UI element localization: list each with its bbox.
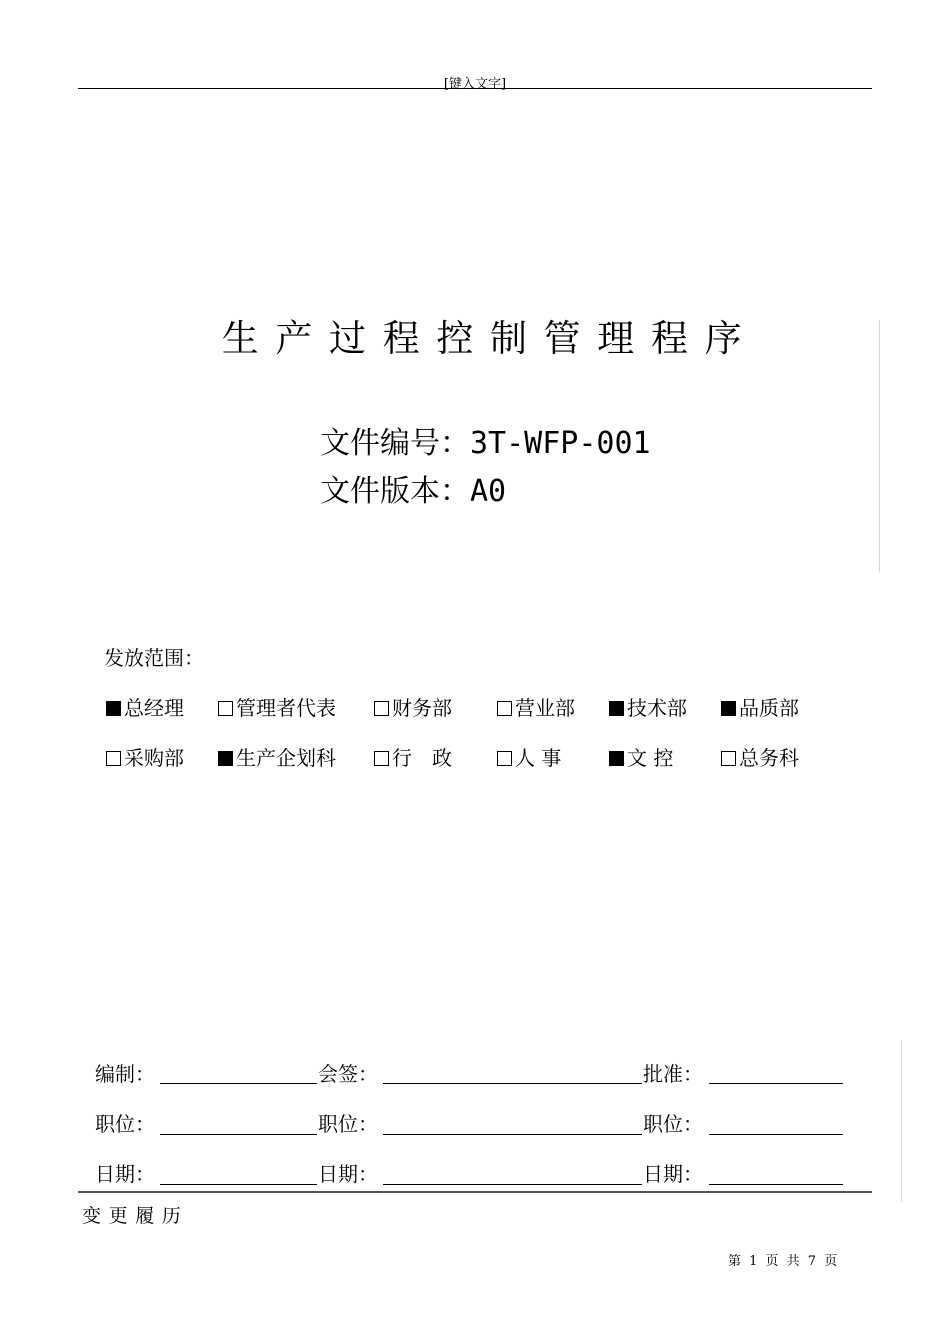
distribution-item-label: 品质部 xyxy=(739,696,799,720)
checked-box-icon xyxy=(721,701,736,716)
distribution-item-label: 文 控 xyxy=(627,746,674,770)
signature-field[interactable] xyxy=(160,1134,317,1135)
signature-field[interactable] xyxy=(160,1083,317,1084)
distribution-item[interactable] xyxy=(218,692,336,721)
unchecked-box-icon xyxy=(721,751,736,766)
distribution-item[interactable] xyxy=(721,742,799,771)
distribution-label: 发放范围： xyxy=(104,646,204,670)
sign-label: 职位： xyxy=(643,1112,703,1136)
signature-field[interactable] xyxy=(709,1083,843,1084)
distribution-item-label: 行 政 xyxy=(392,746,452,770)
document-title: 生产过程控制管理程序 xyxy=(221,317,759,360)
sign-label: 日期： xyxy=(643,1162,703,1186)
sign-label: 编制： xyxy=(95,1062,155,1086)
margin-mark xyxy=(879,320,880,572)
distribution-item[interactable] xyxy=(374,692,452,721)
distribution-item[interactable] xyxy=(374,742,452,771)
file-version-label: 文件版本： xyxy=(320,474,470,509)
distribution-item-label: 管理者代表 xyxy=(236,696,336,720)
signature-field[interactable] xyxy=(383,1134,642,1135)
sign-label: 职位： xyxy=(318,1112,378,1136)
header-rule xyxy=(78,88,872,89)
distribution-item[interactable] xyxy=(106,742,184,771)
file-version-line xyxy=(320,466,506,510)
checked-box-icon xyxy=(609,701,624,716)
sign-label: 批准： xyxy=(643,1062,703,1086)
distribution-item-label: 财务部 xyxy=(392,696,452,720)
file-number-label: 文件编号： xyxy=(320,426,470,461)
unchecked-box-icon xyxy=(497,751,512,766)
sign-label: 职位： xyxy=(95,1112,155,1136)
margin-mark xyxy=(901,1040,902,1202)
checked-box-icon xyxy=(218,751,233,766)
page-number: 第 1 页 共 7 页 xyxy=(728,1254,838,1269)
file-number-value: 3T-WFP-001 xyxy=(470,426,651,461)
unchecked-box-icon xyxy=(106,751,121,766)
unchecked-box-icon xyxy=(374,751,389,766)
signature-field[interactable] xyxy=(383,1184,642,1185)
distribution-item-label: 总经理 xyxy=(124,696,184,720)
checked-box-icon xyxy=(609,751,624,766)
sign-label: 日期： xyxy=(95,1162,155,1186)
sign-label: 日期： xyxy=(318,1162,378,1186)
distribution-item-label: 生产企划科 xyxy=(236,746,336,770)
signature-field[interactable] xyxy=(160,1184,317,1185)
distribution-item[interactable] xyxy=(497,742,561,771)
checked-box-icon xyxy=(106,701,121,716)
distribution-item-label: 采购部 xyxy=(124,746,184,770)
distribution-item[interactable] xyxy=(497,692,575,721)
file-version-value: A0 xyxy=(470,474,507,509)
section-rule xyxy=(78,1191,872,1193)
sign-label: 会签： xyxy=(318,1062,378,1086)
distribution-item[interactable] xyxy=(721,692,799,721)
page-header-text: [键入文字] xyxy=(443,77,507,92)
distribution-item[interactable] xyxy=(609,692,687,721)
change-history-heading: 变更履历 xyxy=(82,1205,189,1227)
signature-field[interactable] xyxy=(709,1184,843,1185)
file-number-line xyxy=(320,418,651,462)
distribution-item[interactable] xyxy=(218,742,336,771)
distribution-item-label: 技术部 xyxy=(627,696,687,720)
unchecked-box-icon xyxy=(218,701,233,716)
distribution-item[interactable] xyxy=(106,692,184,721)
distribution-item-label: 营业部 xyxy=(515,696,575,720)
distribution-item[interactable] xyxy=(609,742,673,771)
distribution-item-label: 人 事 xyxy=(515,746,562,770)
unchecked-box-icon xyxy=(497,701,512,716)
signature-field[interactable] xyxy=(383,1083,642,1084)
signature-field[interactable] xyxy=(709,1134,843,1135)
unchecked-box-icon xyxy=(374,701,389,716)
distribution-item-label: 总务科 xyxy=(739,746,799,770)
